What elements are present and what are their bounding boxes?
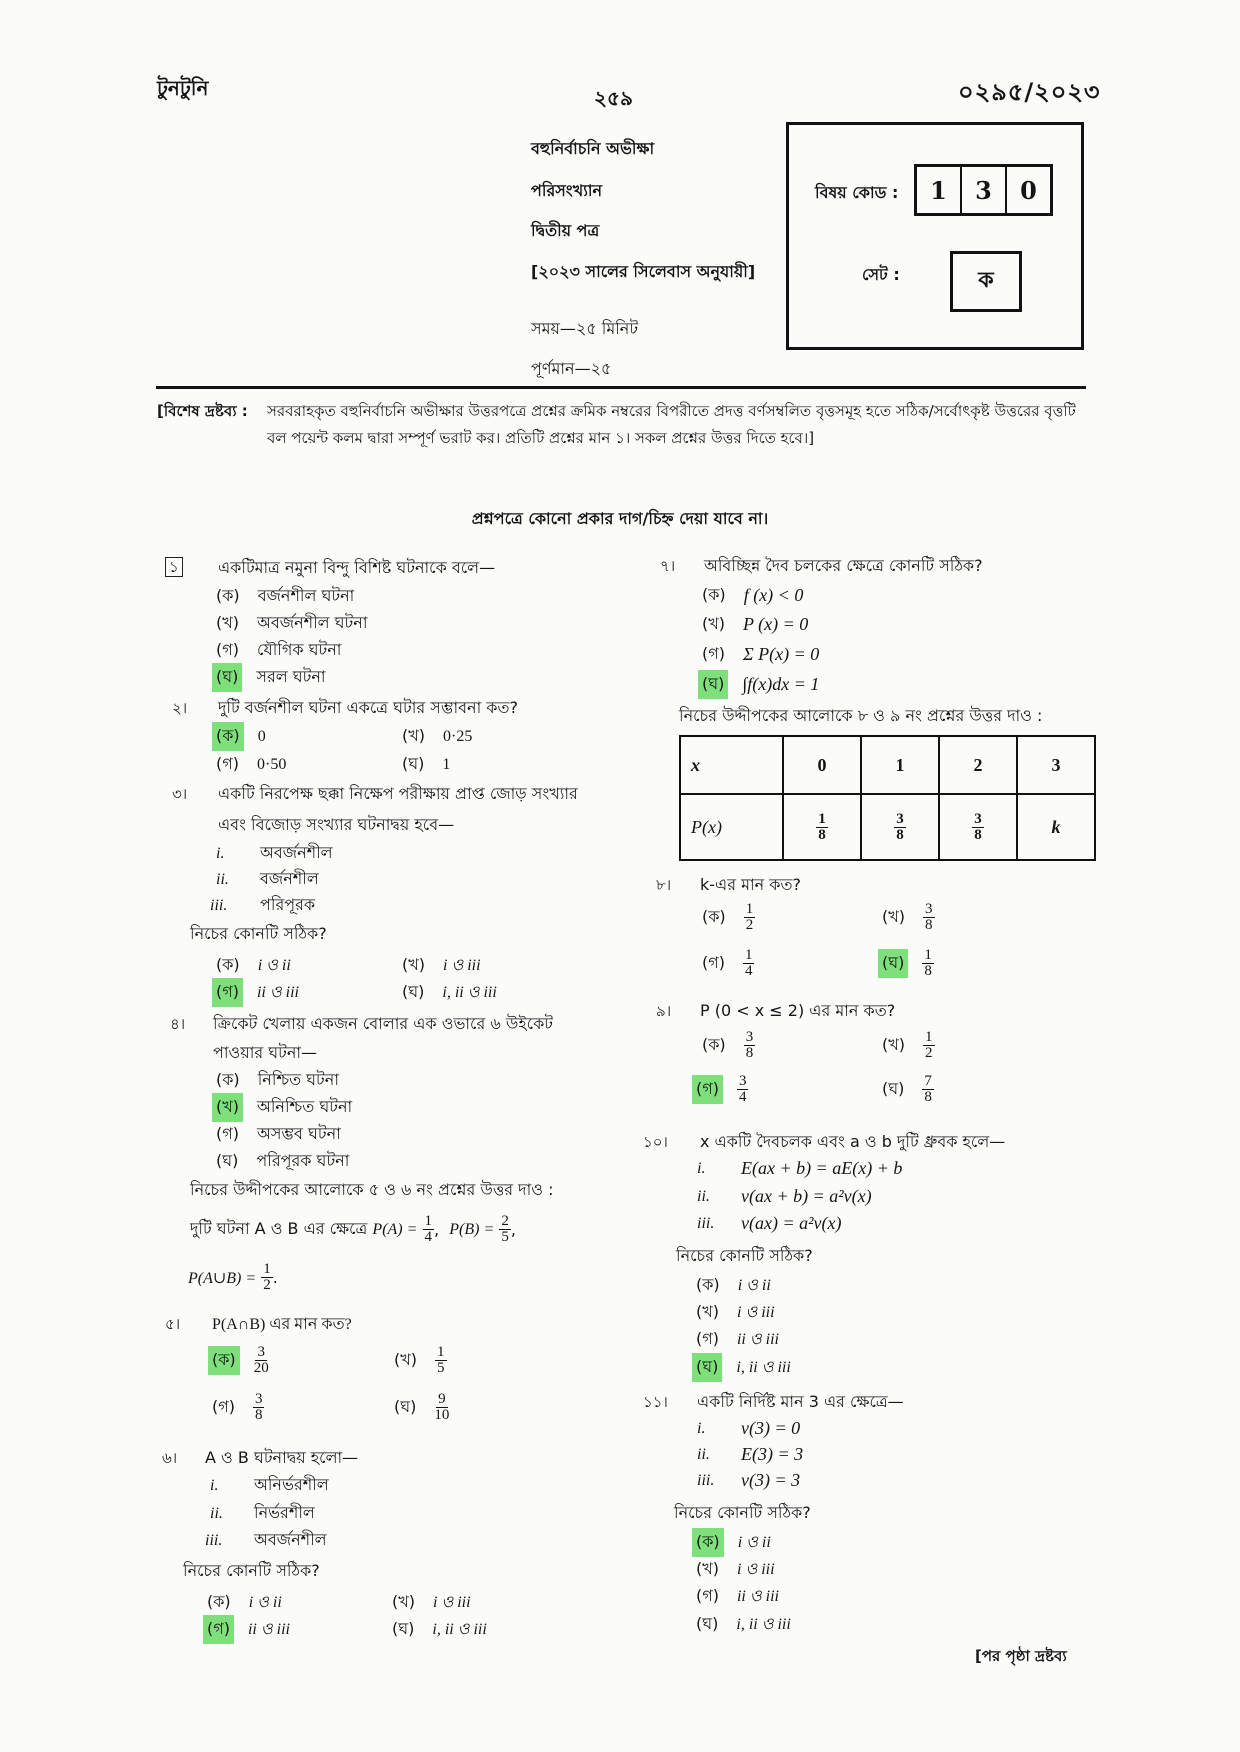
table-cell: $\frac{3}{8}$ [939, 794, 1017, 860]
option-marked[interactable]: (গ) $\frac{3}{4}$ [692, 1074, 748, 1105]
stimulus-intro: নিচের উদ্দীপকের আলোকে ৮ ও ৯ নং প্রশ্নের উত্তর দাও : [679, 706, 1043, 725]
option[interactable]: (ক) নিশ্চিত ঘটনা [216, 1070, 339, 1089]
table-cell: k [1017, 794, 1095, 860]
option[interactable]: (ঘ) i, ii ও iii [392, 1619, 487, 1638]
statement: iii. পরিপূরক [210, 895, 316, 914]
option[interactable]: (গ) 0·50 [216, 754, 287, 773]
option[interactable]: (ক) i ও ii [216, 955, 291, 974]
table-header: x [680, 736, 783, 794]
option[interactable]: (গ) $\frac{3}{8}$ [212, 1391, 263, 1423]
question-number: ৯। [656, 1002, 672, 1020]
option[interactable]: (ঘ) i, ii ও iii [402, 982, 497, 1001]
marked-answer: (ঘ) [212, 663, 242, 692]
option[interactable]: (খ) i ও iii [392, 1592, 471, 1611]
question-text: একটি নির্দিষ্ট মান 3 এর ক্ষেত্রে— [697, 1392, 904, 1411]
marked-answer: (ক) [208, 1346, 240, 1375]
subject-code-digit: 1 [917, 167, 962, 213]
table-cell: 2 [939, 736, 1017, 794]
marked-answer: (ক) [692, 1528, 724, 1557]
question-number: ৪। [170, 1015, 186, 1033]
no-marks-warning: প্রশ্নপত্রে কোনো প্রকার দাগ/চিহ্ন দেয়া যাবে না। [471, 509, 769, 528]
table-cell: 0 [783, 736, 861, 794]
statement: ii. বর্জনশীল [216, 869, 319, 888]
question-prompt: নিচের কোনটি সঠিক? [674, 1503, 811, 1522]
question-number: ৬। [162, 1449, 178, 1467]
table-header: P(x) [680, 794, 783, 860]
option[interactable]: (গ) ii ও iii [696, 1329, 779, 1348]
set-value: ক [950, 251, 1022, 312]
option-marked[interactable]: (খ) অনিশ্চিত ঘটনা [212, 1093, 352, 1122]
option[interactable]: (গ) যৌগিক ঘটনা [216, 640, 342, 659]
stimulus-text: দুটি ঘটনা A ও B এর ক্ষেত্রে P(A) = $\frac{1}{4}$ , P(B) = $\frac{2}{5}$ , [190, 1213, 516, 1245]
option[interactable]: (খ) i ও iii [696, 1302, 775, 1321]
option[interactable]: (ক) i ও ii [207, 1592, 282, 1611]
question-text: A ও B ঘটনাদ্বয় হলো— [205, 1448, 359, 1467]
subject-code-digit: 0 [1020, 175, 1037, 205]
subject-code-box [786, 122, 1084, 350]
option[interactable]: (ক) বর্জনশীল ঘটনা [216, 586, 355, 605]
option[interactable]: (ক) $\frac{3}{8}$ [702, 1029, 754, 1061]
statement: i. E(ax + b) = aE(x) + b [697, 1158, 903, 1178]
question-number: ৩। [172, 785, 188, 803]
option[interactable]: (ক) i ও ii [696, 1275, 771, 1294]
question-text: k-এর মান কত? [700, 875, 801, 894]
option-marked[interactable]: (ঘ) ∫f(x)dx = 1 [698, 670, 819, 699]
question-number: ১ [165, 557, 183, 577]
option[interactable]: (ঘ) পরিপূরক ঘটনা [216, 1151, 350, 1170]
option[interactable]: (খ) P (x) = 0 [702, 614, 809, 634]
exam-code: ০২৯৫/২০২৩ [958, 78, 1101, 106]
question-number: ৭। [660, 557, 676, 575]
marked-answer: (ঘ) [692, 1353, 722, 1382]
option-marked[interactable]: (ক) i ও ii [692, 1528, 771, 1557]
statement: ii. v(ax + b) = a²v(x) [697, 1186, 872, 1206]
marked-answer: (গ) [212, 978, 243, 1007]
subject-code-digits [914, 164, 1053, 216]
option[interactable]: (ঘ) 1 [402, 754, 451, 773]
marked-answer: (ঘ) [878, 949, 908, 978]
statement: iii. v(ax) = a²v(x) [697, 1213, 842, 1233]
question-text: একটিমাত্র নমুনা বিন্দু বিশিষ্ট ঘটনাকে বলে— [218, 558, 496, 577]
question-number: ১১। [643, 1393, 668, 1411]
question-number: ৮। [656, 876, 672, 894]
statement: i. অনির্ভরশীল [210, 1475, 329, 1494]
question-prompt: নিচের কোনটি সঠিক? [676, 1246, 813, 1265]
statement: i. অবর্জনশীল [216, 843, 333, 862]
marked-answer: (খ) [212, 1093, 243, 1122]
question-text: দুটি বর্জনশীল ঘটনা একত্রে ঘটার সম্ভাবনা কত? [218, 698, 518, 717]
subject-code-digit: 3 [962, 167, 1007, 213]
exam-time: সময়—২৫ মিনিট [531, 319, 639, 338]
marked-answer: (ঘ) [698, 670, 728, 699]
option[interactable]: (খ) i ও iii [402, 955, 481, 974]
question-number: ৫। [165, 1315, 181, 1333]
option[interactable]: (খ) $\frac{3}{8}$ [882, 901, 933, 933]
subject-title: পরিসংখ্যান [531, 181, 603, 200]
question-text: ক্রিকেট খেলায় একজন বোলার এক ওভারে ৬ উইকেট [213, 1014, 553, 1033]
option[interactable]: (খ) $\frac{1}{5}$ [394, 1344, 445, 1376]
page-number: ২৫৯ [594, 86, 633, 110]
option[interactable]: (গ) Σ P(x) = 0 [702, 644, 820, 664]
table-cell: 3 [1017, 736, 1095, 794]
probability-table [679, 735, 1096, 861]
option-marked[interactable]: (ক) 0 [212, 722, 266, 751]
option-marked[interactable]: (ঘ) সরল ঘটনা [212, 663, 326, 692]
set-label: সেট : [862, 265, 900, 284]
question-number: ১০। [643, 1133, 668, 1151]
option[interactable]: (গ) ii ও iii [696, 1586, 779, 1605]
table-cell: 1 [861, 736, 939, 794]
question-text-cont: পাওয়ার ঘটনা— [213, 1043, 318, 1062]
option[interactable]: (খ) অবর্জনশীল ঘটনা [216, 613, 368, 632]
stimulus-intro: নিচের উদ্দীপকের আলোকে ৫ ও ৬ নং প্রশ্নের উত্তর দাও : [190, 1180, 554, 1199]
syllabus-note: [২০২৩ সালের সিলেবাস অনুযায়ী] [531, 262, 756, 281]
option-marked[interactable]: (ক) $\frac{3}{20}$ [208, 1345, 269, 1376]
question-text: একটি নিরপেক্ষ ছক্কা নিক্ষেপ পরীক্ষায় প্রাপ্ত জোড় সংখ্যার [218, 784, 578, 803]
option-marked[interactable]: (ঘ) i, ii ও iii [692, 1353, 791, 1382]
paper-title: দ্বিতীয় পত্র [531, 221, 600, 240]
option[interactable]: (গ) অসম্ভব ঘটনা [216, 1124, 341, 1143]
option[interactable]: (খ) i ও iii [696, 1559, 775, 1578]
option[interactable]: (ক) f (x) < 0 [702, 585, 804, 605]
statement: iii. অবর্জনশীল [205, 1530, 327, 1549]
option[interactable]: (ঘ) $\frac{9}{10}$ [394, 1391, 450, 1423]
option[interactable]: (গ) $\frac{1}{4}$ [702, 947, 753, 979]
question-text-cont: এবং বিজোড় সংখ্যার ঘটনাদ্বয় হবে— [218, 815, 455, 834]
option-marked[interactable]: (গ) ii ও iii [212, 978, 299, 1007]
question-text: x একটি দৈবচলক এবং a ও b দুটি ধ্রুবক হলে— [700, 1132, 1006, 1151]
instructions-label: [বিশেষ দ্রষ্টব্য : [157, 402, 248, 420]
question-number: ২। [172, 699, 188, 717]
question-prompt: নিচের কোনটি সঠিক? [190, 924, 327, 943]
option-marked[interactable]: (গ) ii ও iii [203, 1615, 290, 1644]
option-marked[interactable]: (ঘ) $\frac{1}{8}$ [878, 948, 934, 979]
marked-answer: (ক) [212, 722, 244, 751]
question-text: অবিচ্ছিন্ন দৈব চলকের ক্ষেত্রে কোনটি সঠিক? [704, 556, 983, 575]
question-text: P(A∩B) এর মান কত? [212, 1316, 352, 1333]
option[interactable]: (ক) $\frac{1}{2}$ [702, 901, 754, 933]
table-cell: $\frac{1}{8}$ [783, 794, 861, 860]
next-page-note: [পর পৃষ্ঠা দ্রষ্টব্য [975, 1647, 1067, 1665]
option[interactable]: (খ) $\frac{1}{2}$ [882, 1029, 933, 1061]
question-text: P (0 < x ≤ 2) এর মান কত? [700, 1001, 896, 1020]
full-marks: পূর্ণমান—২৫ [531, 359, 612, 378]
statement: ii. নির্ভরশীল [210, 1503, 315, 1522]
table-cell: $\frac{3}{8}$ [861, 794, 939, 860]
option[interactable]: (ঘ) $\frac{7}{8}$ [882, 1073, 932, 1105]
subject-code-label: বিষয় কোড : [815, 183, 899, 202]
statement: ii. E(3) = 3 [697, 1444, 804, 1464]
question-prompt: নিচের কোনটি সঠিক? [183, 1561, 320, 1580]
marked-answer: (গ) [692, 1075, 723, 1104]
statement: iii. v(3) = 3 [697, 1470, 801, 1490]
instructions-text: সরবরাহকৃত বহুনির্বাচনি অভীক্ষার উত্তরপত্রে প্রশ্নের ক্রমিক নম্বরের বিপরীতে প্রদত্ত বর্ণসম্বলিত বৃত্তসমূহ হতে সঠিক/সর্বোৎকৃষ্ট উত্তরের বৃত্তটি বল পয়েন্ট কলম দ্বারা সম্পূর্ণ ভরাট কর। প্রতিটি প্রশ্নের মান ১। সকল প্রশ্নের উত্তর দিতে হবে।] [267, 402, 1076, 447]
option[interactable]: (ঘ) i, ii ও iii [696, 1614, 791, 1633]
exam-type: বহুনির্বাচনি অভীক্ষা [531, 139, 655, 158]
option[interactable]: (খ) 0·25 [402, 726, 473, 745]
publisher-name: টুনটুনি [157, 76, 209, 100]
stimulus-text: P(A∪B) = $\frac{1}{2}$ . [188, 1261, 278, 1293]
marked-answer: (গ) [203, 1615, 234, 1644]
statement: i. v(3) = 0 [697, 1418, 801, 1438]
